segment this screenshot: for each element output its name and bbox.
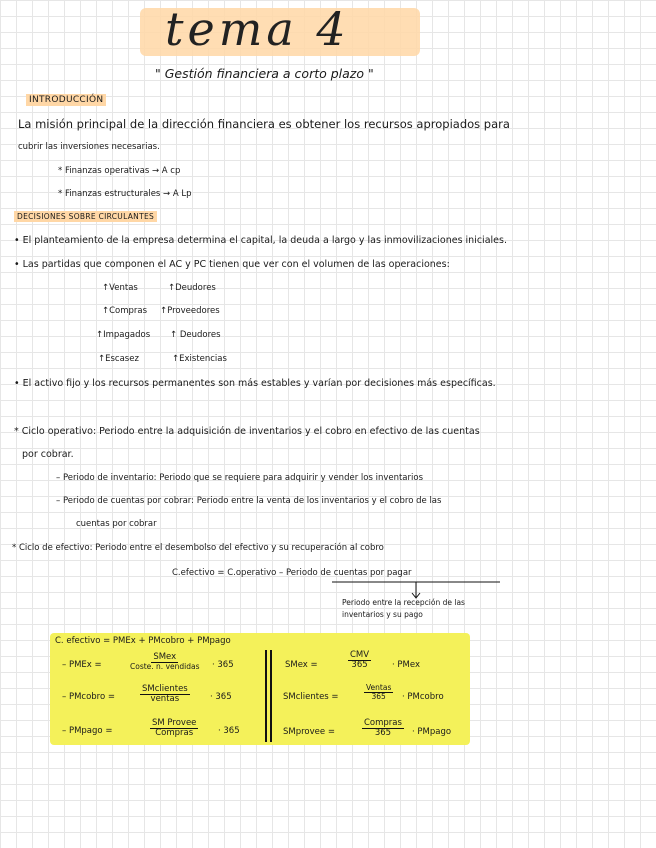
formula-smclientes-den: 365 [371,692,386,702]
grid-r4-c1: ↑Escasez [98,354,139,364]
formula-pmex-fraction [128,653,202,672]
formula-pmex-den: Coste. n. vendidas [130,662,200,672]
ciclo-efectivo-formula: C.efectivo = C.operativo – Periodo de cuentas por pagar [172,568,412,578]
formula-smprovee-fraction [362,719,404,739]
formula-pmex-rhs: · 365 [212,660,234,670]
grid-r3-c1: ↑Impagados [96,330,151,340]
intro-bullet-2: * Finanzas estructurales → A Lp [58,189,192,199]
formula-pmcobro-rhs: · 365 [210,692,232,702]
grid-r4-c2: ↑Existencias [172,354,227,364]
decisiones-p3: • El activo fijo y los recursos permanentes son más estables y varían por decisiones más específicas. [14,378,496,389]
periodo-cobrar-line-1: – Periodo de cuentas por cobrar: Periodo entre la venta de los inventarios y el cobro de las [56,496,442,506]
formula-smex-rhs: · PMex [392,660,420,670]
periodo-cobrar-line-2: cuentas por cobrar [76,519,157,529]
formula-pmcobro-lhs: – PMcobro = [62,692,116,702]
periodo-inventario: – Periodo de inventario: Periodo que se requiere para adquirir y vender los inventarios [56,473,424,483]
formula-divider-1 [265,650,267,742]
formula-smex-num: CMV [350,650,370,660]
page-subtitle: " Gestión financiera a corto plazo " [155,66,374,81]
formulas-highlight [50,633,470,745]
ciclo-efectivo: * Ciclo de efectivo: Periodo entre el desembolso del efectivo y su recuperación al cobro [12,543,384,553]
formula-pmpago-lhs: – PMpago = [62,726,113,736]
formula-pmpago-den: Compras [155,728,194,739]
formula-pmcobro-num: SMclientes [142,684,188,694]
decisiones-p1: • El planteamiento de la empresa determina el capital, la deuda a largo y las inmovilizaciones iniciales. [14,235,507,246]
formula-smprovee-rhs: · PMpago [412,727,452,737]
formula-smclientes-fraction [364,684,393,702]
formula-smclientes-rhs: · PMcobro [402,692,444,702]
formula-smprovee-lhs: SMprovee = [283,727,335,737]
decisiones-p2: • Las partidas que componen el AC y PC tienen que ver con el volumen de las operaciones: [14,259,450,270]
ciclo-operativo-line-2: por cobrar. [22,449,74,460]
formula-pmcobro-fraction [140,685,190,705]
formula-pmex-lhs: – PMEx = [62,660,102,670]
grid-r3-c2: ↑ Deudores [170,330,221,340]
formula-divider-2 [270,650,272,742]
intro-line-1: La misión principal de la dirección financiera es obtener los recursos apropiados para [18,117,510,131]
note-line-2: inventarios y su pago [342,610,423,619]
intro-bullet-1: * Finanzas operativas → A cp [58,166,181,176]
formula-smclientes-num: Ventas [366,683,392,692]
intro-heading: INTRODUCCIÓN [26,94,106,106]
formula-pmcobro-den: ventas [150,694,180,705]
formula-smex-lhs: SMex = [285,660,318,670]
formula-smex-den: 365 [351,660,368,671]
formula-smprovee-den: 365 [374,728,392,739]
formula-pmex-num: SMex [153,652,177,662]
grid-r2-c2: ↑Proveedores [160,306,220,316]
grid-r2-c1: ↑Compras [102,306,148,316]
grid-r1-c2: ↑Deudores [168,283,216,293]
formula-smprovee-num: Compras [364,718,402,728]
page-title: tema 4 [165,2,350,56]
formula-smex-fraction [348,651,371,671]
formula-pmpago-fraction [150,719,198,739]
decisiones-heading: DECISIONES SOBRE CIRCULANTES [14,211,157,222]
ciclo-operativo-line-1: * Ciclo operativo: Periodo entre la adquisición de inventarios y el cobro en efectivo de las cuentas [14,426,480,437]
note-line-1: Periodo entre la recepción de las [342,598,465,607]
formula-smclientes-lhs: SMclientes = [283,692,339,702]
formula-head: C. efectivo = PMEx + PMcobro + PMpago [55,636,231,646]
grid-r1-c1: ↑Ventas [102,283,138,293]
formula-pmpago-rhs: · 365 [218,726,240,736]
intro-line-2: cubrir las inversiones necesarias. [18,142,160,152]
formula-pmpago-num: SM Provee [152,718,197,728]
